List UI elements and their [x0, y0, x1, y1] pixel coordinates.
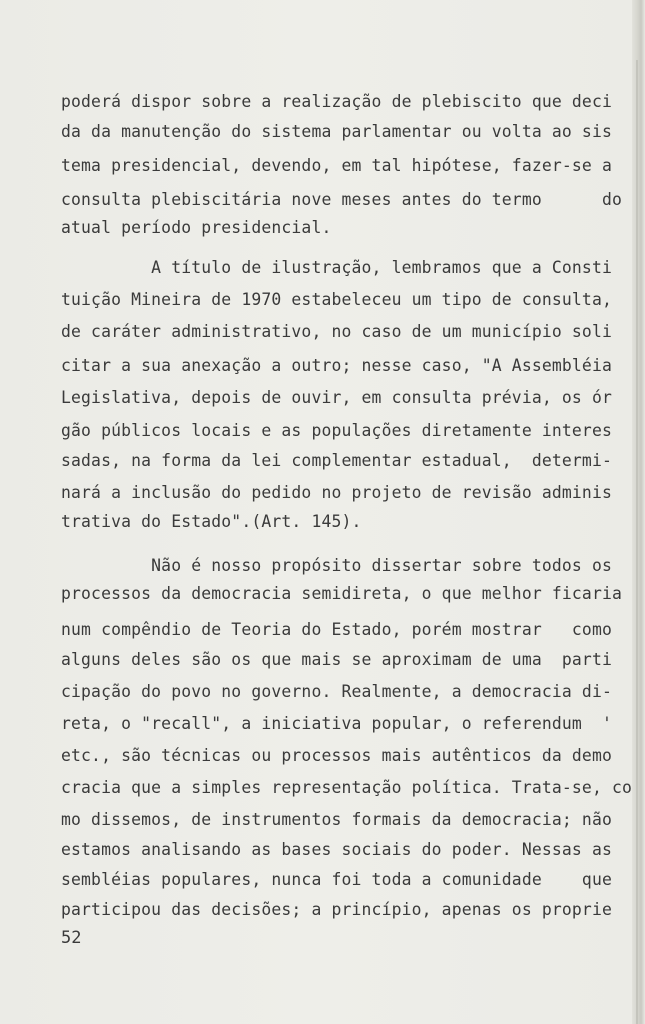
text-line: consulta plebiscitária nove meses antes do termo do — [61, 190, 623, 209]
text-line: poderá dispor sobre a realização de plebiscito que deci — [61, 92, 612, 111]
text-line: num compêndio de Teoria do Estado, porém mostrar como — [61, 620, 612, 639]
text-line: sembléias populares, nunca foi toda a comunidade que — [61, 870, 612, 889]
text-line: de caráter administrativo, no caso de um município soli — [61, 322, 612, 341]
text-line: tuição Mineira de 1970 estabeleceu um tipo de consulta, — [61, 290, 612, 309]
text-line: citar a sua anexação a outro; nesse caso, "A Assembléia — [61, 356, 612, 375]
text-line: nará a inclusão do pedido no projeto de revisão adminis — [61, 483, 612, 502]
text-line: atual período presidencial. — [61, 218, 332, 237]
text-line: gão públicos locais e as populações diretamente interes — [61, 421, 612, 440]
text-line: estamos analisando as bases sociais do poder. Nessas as — [61, 840, 612, 859]
text-line: tema presidencial, devendo, em tal hipótese, fazer-se a — [61, 156, 612, 175]
text-line: da da manutenção do sistema parlamentar ou volta ao sis — [61, 122, 612, 141]
text-line: reta, o "recall", a iniciativa popular, o referendum ' — [61, 714, 612, 733]
text-line: mo dissemos, de instrumentos formais da democracia; não — [61, 810, 612, 829]
text-line: cracia que a simples representação política. Trata-se, co — [61, 778, 633, 797]
text-line: Legislativa, depois de ouvir, em consulta prévia, os ór — [61, 388, 612, 407]
text-line: cipação do povo no governo. Realmente, a democracia di- — [61, 682, 612, 701]
page-number: 52 — [61, 928, 82, 948]
text-line: participou das decisões; a princípio, apenas os proprie — [61, 900, 612, 919]
page-edge-shadow — [632, 0, 645, 1024]
text-line: sadas, na forma da lei complementar estadual, determi- — [61, 451, 612, 470]
text-line: Não é nosso propósito dissertar sobre todos os — [61, 556, 612, 575]
text-line: trativa do Estado".(Art. 145). — [61, 512, 362, 531]
text-line: A título de ilustração, lembramos que a Consti — [61, 258, 612, 277]
text-line: alguns deles são os que mais se aproximam de uma parti — [61, 650, 612, 669]
binding-line — [636, 60, 638, 1024]
text-line: etc., são técnicas ou processos mais autênticos da demo — [61, 746, 612, 765]
text-line: processos da democracia semidireta, o que melhor ficaria — [61, 584, 623, 603]
